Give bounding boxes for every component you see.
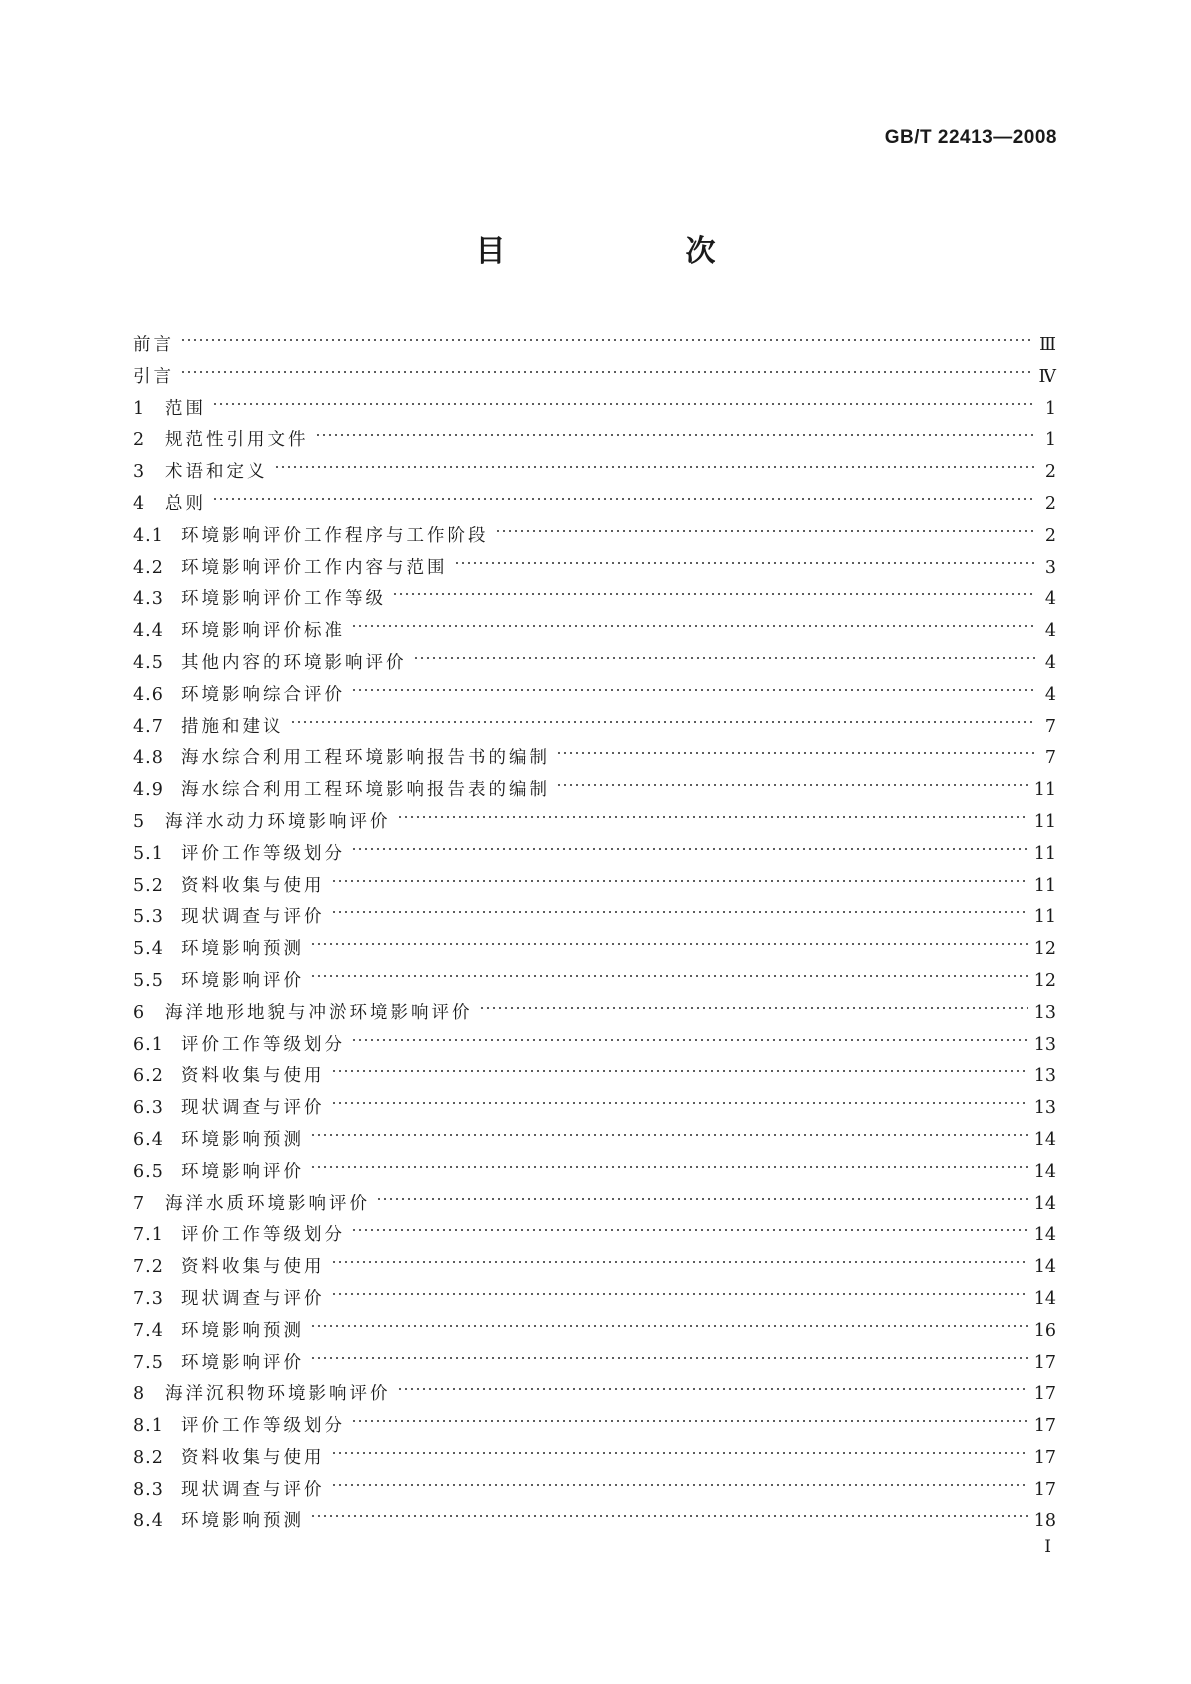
- toc-entry-title: 评价工作等级划分: [181, 843, 345, 864]
- dot-leader: [351, 1224, 1028, 1236]
- dot-leader: [310, 1129, 1028, 1141]
- toc-entry-page: Ⅳ: [1038, 366, 1056, 387]
- toc-entry-number: 5.2: [133, 875, 164, 896]
- dot-leader: [331, 1288, 1028, 1300]
- toc-entry-number: 7.5: [133, 1352, 164, 1373]
- toc-entry-title: 评价工作等级划分: [181, 1034, 345, 1055]
- dot-leader: [556, 747, 1036, 759]
- toc-entry-page: 11: [1033, 843, 1056, 864]
- toc-entry-page: 17: [1033, 1384, 1056, 1405]
- toc-entry-title: 环境影响预测: [181, 939, 304, 960]
- toc-entry[interactable]: [133, 1475, 1056, 1507]
- toc-entry-number: 2: [133, 430, 146, 451]
- toc-entry[interactable]: [133, 1061, 1056, 1093]
- toc-entry-title: 环境影响评价: [181, 1352, 304, 1373]
- toc-entry-number: 7.4: [133, 1320, 164, 1341]
- toc-entry-page: 17: [1033, 1352, 1056, 1373]
- toc-entry-page: 4: [1044, 684, 1056, 705]
- toc-entry-title: 总则: [165, 493, 206, 514]
- dot-leader: [331, 906, 1028, 918]
- toc-entry[interactable]: [133, 616, 1056, 648]
- toc-entry-title: 海洋沉积物环境影响评价: [165, 1384, 391, 1405]
- dot-leader: [310, 970, 1028, 982]
- toc-entry[interactable]: [133, 1030, 1056, 1062]
- toc-entry-title: 其他内容的环境影响评价: [181, 652, 407, 673]
- toc-entry[interactable]: [133, 1348, 1056, 1380]
- toc-entry-number: 4.9: [133, 780, 164, 801]
- toc-entry-page: 4: [1044, 621, 1056, 642]
- toc-entry[interactable]: [133, 362, 1056, 394]
- toc-entry-number: 7: [133, 1193, 146, 1214]
- toc-entry-title: 现状调查与评价: [181, 1288, 325, 1309]
- toc-entry-number: 8.1: [133, 1416, 164, 1437]
- toc-entry-number: 6.5: [133, 1161, 164, 1182]
- dot-leader: [331, 1447, 1028, 1459]
- toc-entry-page: 14: [1033, 1161, 1056, 1182]
- toc-entry-title: 现状调查与评价: [181, 1479, 325, 1500]
- toc-entry-title: 海水综合利用工程环境影响报告表的编制: [181, 780, 550, 801]
- toc-entry-number: 4.3: [133, 589, 164, 610]
- toc-entry-number: 8.2: [133, 1447, 164, 1468]
- dot-leader: [413, 652, 1037, 664]
- toc-entry[interactable]: [133, 871, 1056, 903]
- dot-leader: [556, 779, 1028, 791]
- toc-entry[interactable]: [133, 680, 1056, 712]
- dot-leader: [479, 1002, 1028, 1014]
- toc-entry-page: 16: [1033, 1320, 1056, 1341]
- dot-leader: [392, 588, 1036, 600]
- page-number: Ⅰ: [1044, 1537, 1051, 1557]
- toc-entry[interactable]: [133, 584, 1056, 616]
- dot-leader: [331, 875, 1028, 887]
- toc-entry-number: 4: [133, 493, 146, 514]
- toc-entry-page: 12: [1033, 970, 1056, 991]
- dot-leader: [290, 716, 1037, 728]
- toc-entry[interactable]: [133, 1157, 1056, 1189]
- toc-entry-page: 7: [1044, 748, 1056, 769]
- toc-entry-page: 13: [1033, 1034, 1056, 1055]
- toc-entry-title: 评价工作等级划分: [181, 1416, 345, 1437]
- toc-entry[interactable]: [133, 998, 1056, 1030]
- toc-entry-page: 13: [1033, 1066, 1056, 1087]
- toc-entry-page: 17: [1033, 1447, 1056, 1468]
- toc-entry-page: 17: [1033, 1479, 1056, 1500]
- toc-entry[interactable]: [133, 775, 1056, 807]
- toc-entry-number: 4.6: [133, 684, 164, 705]
- toc-entry-title: 资料收集与使用: [181, 1447, 325, 1468]
- standard-code: GB/T 22413—2008: [884, 127, 1057, 148]
- dot-leader: [310, 938, 1028, 950]
- toc-entry[interactable]: [133, 966, 1056, 998]
- toc-entry-page: 14: [1033, 1257, 1056, 1278]
- toc-entry-number: 5.4: [133, 939, 164, 960]
- dot-leader: [397, 811, 1028, 823]
- dot-leader: [376, 1193, 1028, 1205]
- dot-leader: [274, 461, 1037, 473]
- toc-entry[interactable]: [133, 1316, 1056, 1348]
- dot-leader: [310, 1320, 1028, 1332]
- toc-entry-number: 4.8: [133, 748, 164, 769]
- toc-entry[interactable]: [133, 1506, 1056, 1538]
- dot-leader: [351, 1415, 1028, 1427]
- toc-entry-title: 环境影响评价工作等级: [181, 589, 386, 610]
- toc-entry[interactable]: [133, 425, 1056, 457]
- toc-entry-title: 规范性引用文件: [165, 430, 309, 451]
- toc-entry[interactable]: [133, 1189, 1056, 1221]
- toc-entry-title: 环境影响综合评价: [181, 684, 345, 705]
- toc-entry-number: 6.4: [133, 1129, 164, 1150]
- toc-entry[interactable]: [133, 1125, 1056, 1157]
- dot-leader: [397, 1383, 1028, 1395]
- toc-entry-title: 术语和定义: [165, 462, 268, 483]
- dot-leader: [212, 493, 1036, 505]
- dot-leader: [331, 1097, 1028, 1109]
- dot-leader: [331, 1065, 1028, 1077]
- dot-leader: [310, 1352, 1028, 1364]
- toc-entry-number: 5.5: [133, 970, 164, 991]
- toc-entry-page: 3: [1044, 557, 1056, 578]
- dot-leader: [351, 684, 1036, 696]
- toc-entry-number: 4.4: [133, 621, 164, 642]
- dot-leader: [351, 1034, 1028, 1046]
- toc-entry-title: 环境影响预测: [181, 1129, 304, 1150]
- toc-entry-title: 环境影响评价标准: [181, 621, 345, 642]
- toc-entry-number: 4.2: [133, 557, 164, 578]
- dot-leader: [351, 843, 1028, 855]
- toc-entry-title: 海洋水质环境影响评价: [165, 1193, 370, 1214]
- dot-leader: [454, 557, 1037, 569]
- toc-entry-page: 12: [1033, 939, 1056, 960]
- toc-entry-title: 资料收集与使用: [181, 1066, 325, 1087]
- toc-entry-title: 评价工作等级划分: [181, 1225, 345, 1246]
- toc-entry[interactable]: [133, 839, 1056, 871]
- dot-leader: [310, 1161, 1028, 1173]
- toc-entry-number: 3: [133, 462, 146, 483]
- toc-entry[interactable]: [133, 934, 1056, 966]
- toc-entry-page: 14: [1033, 1129, 1056, 1150]
- toc-entry-page: 17: [1033, 1416, 1056, 1437]
- toc-entry-title: 环境影响预测: [181, 1320, 304, 1341]
- toc-entry-page: 13: [1033, 1002, 1056, 1023]
- dot-leader: [331, 1479, 1028, 1491]
- toc-entry-title: 环境影响评价工作程序与工作阶段: [181, 525, 489, 546]
- toc-entry-page: 2: [1044, 493, 1056, 514]
- toc-entry-page: 13: [1033, 1098, 1056, 1119]
- toc-entry[interactable]: [133, 1220, 1056, 1252]
- toc-entry-number: 6: [133, 1002, 146, 1023]
- toc-entry-title: 海洋水动力环境影响评价: [165, 811, 391, 832]
- dot-leader: [331, 1256, 1028, 1268]
- toc-entry-number: 8.4: [133, 1511, 164, 1532]
- toc-entry[interactable]: [133, 553, 1056, 585]
- toc-entry[interactable]: [133, 1284, 1056, 1316]
- toc-entry-page: 14: [1033, 1288, 1056, 1309]
- toc-entry[interactable]: [133, 330, 1056, 362]
- toc-entry[interactable]: [133, 712, 1056, 744]
- toc-entry-number: 7.1: [133, 1225, 164, 1246]
- toc-entry[interactable]: [133, 1411, 1056, 1443]
- toc-entry-page: 4: [1044, 652, 1056, 673]
- dot-leader: [310, 1510, 1028, 1522]
- toc-entry-number: 5.1: [133, 843, 164, 864]
- toc-entry[interactable]: [133, 1252, 1056, 1284]
- toc-entry[interactable]: [133, 1443, 1056, 1475]
- toc-entry-title: 环境影响预测: [181, 1511, 304, 1532]
- toc-entry[interactable]: [133, 457, 1056, 489]
- toc-entry-page: 14: [1033, 1193, 1056, 1214]
- toc-entry-page: 11: [1033, 875, 1056, 896]
- toc-entry-title: 环境影响评价: [181, 1161, 304, 1182]
- toc-entry-page: 2: [1044, 462, 1056, 483]
- toc-entry-number: 7.2: [133, 1257, 164, 1278]
- toc-entry-number: 8: [133, 1384, 146, 1405]
- toc-entry-page: 11: [1033, 811, 1056, 832]
- toc-entry-number: 5: [133, 811, 146, 832]
- page-title: 目 次: [475, 234, 756, 269]
- toc-entry-page: 1: [1044, 430, 1056, 451]
- toc-entry-page: Ⅲ: [1039, 335, 1056, 355]
- toc-entry-number: 4.7: [133, 716, 164, 737]
- dot-leader: [495, 525, 1037, 537]
- toc-entry-number: 6.3: [133, 1098, 164, 1119]
- toc-entry[interactable]: [133, 807, 1056, 839]
- toc-entry-title: 海水综合利用工程环境影响报告书的编制: [181, 748, 550, 769]
- toc-entry-title: 资料收集与使用: [181, 875, 325, 896]
- dot-leader: [351, 620, 1036, 632]
- toc-entry-number: 6.1: [133, 1034, 164, 1055]
- toc-entry-page: 11: [1033, 907, 1056, 928]
- toc-entry-title: 范围: [165, 398, 206, 419]
- toc-entry-title: 现状调查与评价: [181, 907, 325, 928]
- toc-entry-page: 14: [1033, 1225, 1056, 1246]
- toc-entry[interactable]: [133, 489, 1056, 521]
- toc-entry-page: 18: [1033, 1511, 1056, 1532]
- dot-leader: [180, 334, 1033, 346]
- toc-entry-title: 引言: [133, 366, 174, 387]
- toc-entry-number: 7.3: [133, 1288, 164, 1309]
- toc-entry-number: 4.1: [133, 525, 164, 546]
- toc-entry[interactable]: [133, 743, 1056, 775]
- toc-entry-title: 资料收集与使用: [181, 1257, 325, 1278]
- toc-entry-number: 8.3: [133, 1479, 164, 1500]
- table-of-contents: [133, 330, 1056, 1538]
- toc-entry[interactable]: [133, 648, 1056, 680]
- toc-entry-number: 6.2: [133, 1066, 164, 1087]
- toc-entry-page: 4: [1044, 589, 1056, 610]
- toc-entry[interactable]: [133, 521, 1056, 553]
- toc-entry[interactable]: [133, 394, 1056, 426]
- toc-entry-title: 环境影响评价: [181, 970, 304, 991]
- toc-entry-title: 环境影响评价工作内容与范围: [181, 557, 448, 578]
- toc-entry-number: 1: [133, 398, 146, 419]
- toc-entry-number: 4.5: [133, 652, 164, 673]
- dot-leader: [315, 429, 1037, 441]
- toc-entry-page: 7: [1044, 716, 1056, 737]
- toc-entry-title: 措施和建议: [181, 716, 284, 737]
- toc-entry-title: 前言: [133, 335, 174, 355]
- toc-entry[interactable]: [133, 902, 1056, 934]
- toc-entry-number: 5.3: [133, 907, 164, 928]
- dot-leader: [180, 366, 1033, 378]
- toc-entry[interactable]: [133, 1379, 1056, 1411]
- toc-entry-page: 1: [1044, 398, 1056, 419]
- toc-entry-title: 现状调查与评价: [181, 1098, 325, 1119]
- toc-entry-page: 11: [1033, 780, 1056, 801]
- toc-entry-title: 海洋地形地貌与冲淤环境影响评价: [165, 1002, 473, 1023]
- toc-entry[interactable]: [133, 1093, 1056, 1125]
- toc-entry-page: 2: [1044, 525, 1056, 546]
- dot-leader: [212, 398, 1036, 410]
